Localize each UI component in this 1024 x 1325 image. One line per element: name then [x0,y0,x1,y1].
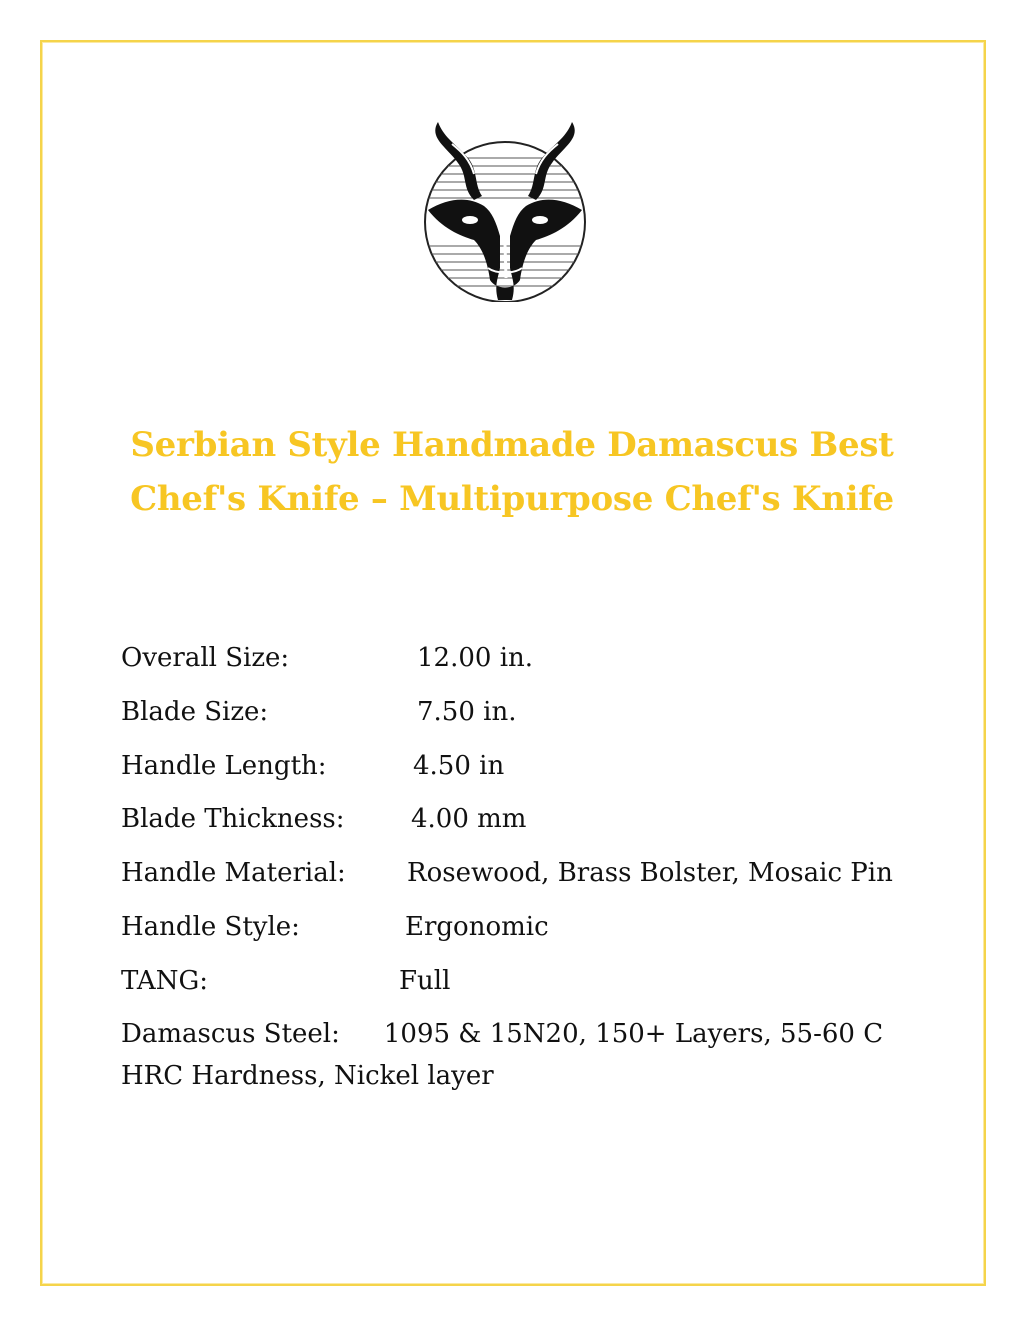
spec-label: Handle Material: [121,858,346,889]
product-title [60,418,964,526]
spec-value: Rosewood, Brass Bolster, Mosaic Pin [407,858,893,889]
spec-label: Damascus Steel: [121,1018,340,1049]
spec-value: Ergonomic [405,911,549,942]
spec-row-handle-length [121,744,911,798]
specifications-list [121,636,911,1097]
spec-label: Blade Thickness: [121,804,345,835]
spec-label: Overall Size: [121,643,290,673]
spec-label: Blade Size: [121,696,269,727]
spec-row-overall-size [121,636,911,690]
spec-value: 12.00 in. [417,643,534,673]
spec-row-damascus-steel [121,1013,911,1097]
spec-row-blade-size [121,690,911,744]
spec-row-blade-thickness [121,797,911,851]
spec-row-handle-material [121,851,911,905]
spec-label: Handle Length: [121,750,327,781]
spec-value: Full [399,965,451,996]
product-title-line-1: Serbian Style Handmade Damascus Best [130,425,894,465]
spec-label: Handle Style: [121,911,300,942]
spec-value: 4.00 mm [411,804,527,835]
spec-value: 1095 & 15N20, 150+ Layers, 55-60 C HRC Hardness, Nickel layer [121,1018,884,1091]
spec-row-handle-style [121,905,911,959]
spec-value: 4.50 in [413,750,505,781]
spec-value: 7.50 in. [417,696,517,727]
product-title-line-2: Chef's Knife – Multipurpose Chef's Knife [130,479,894,519]
spec-label: TANG: [121,965,208,996]
spec-row-tang [121,959,911,1013]
goat-head-logo-icon [418,118,592,302]
